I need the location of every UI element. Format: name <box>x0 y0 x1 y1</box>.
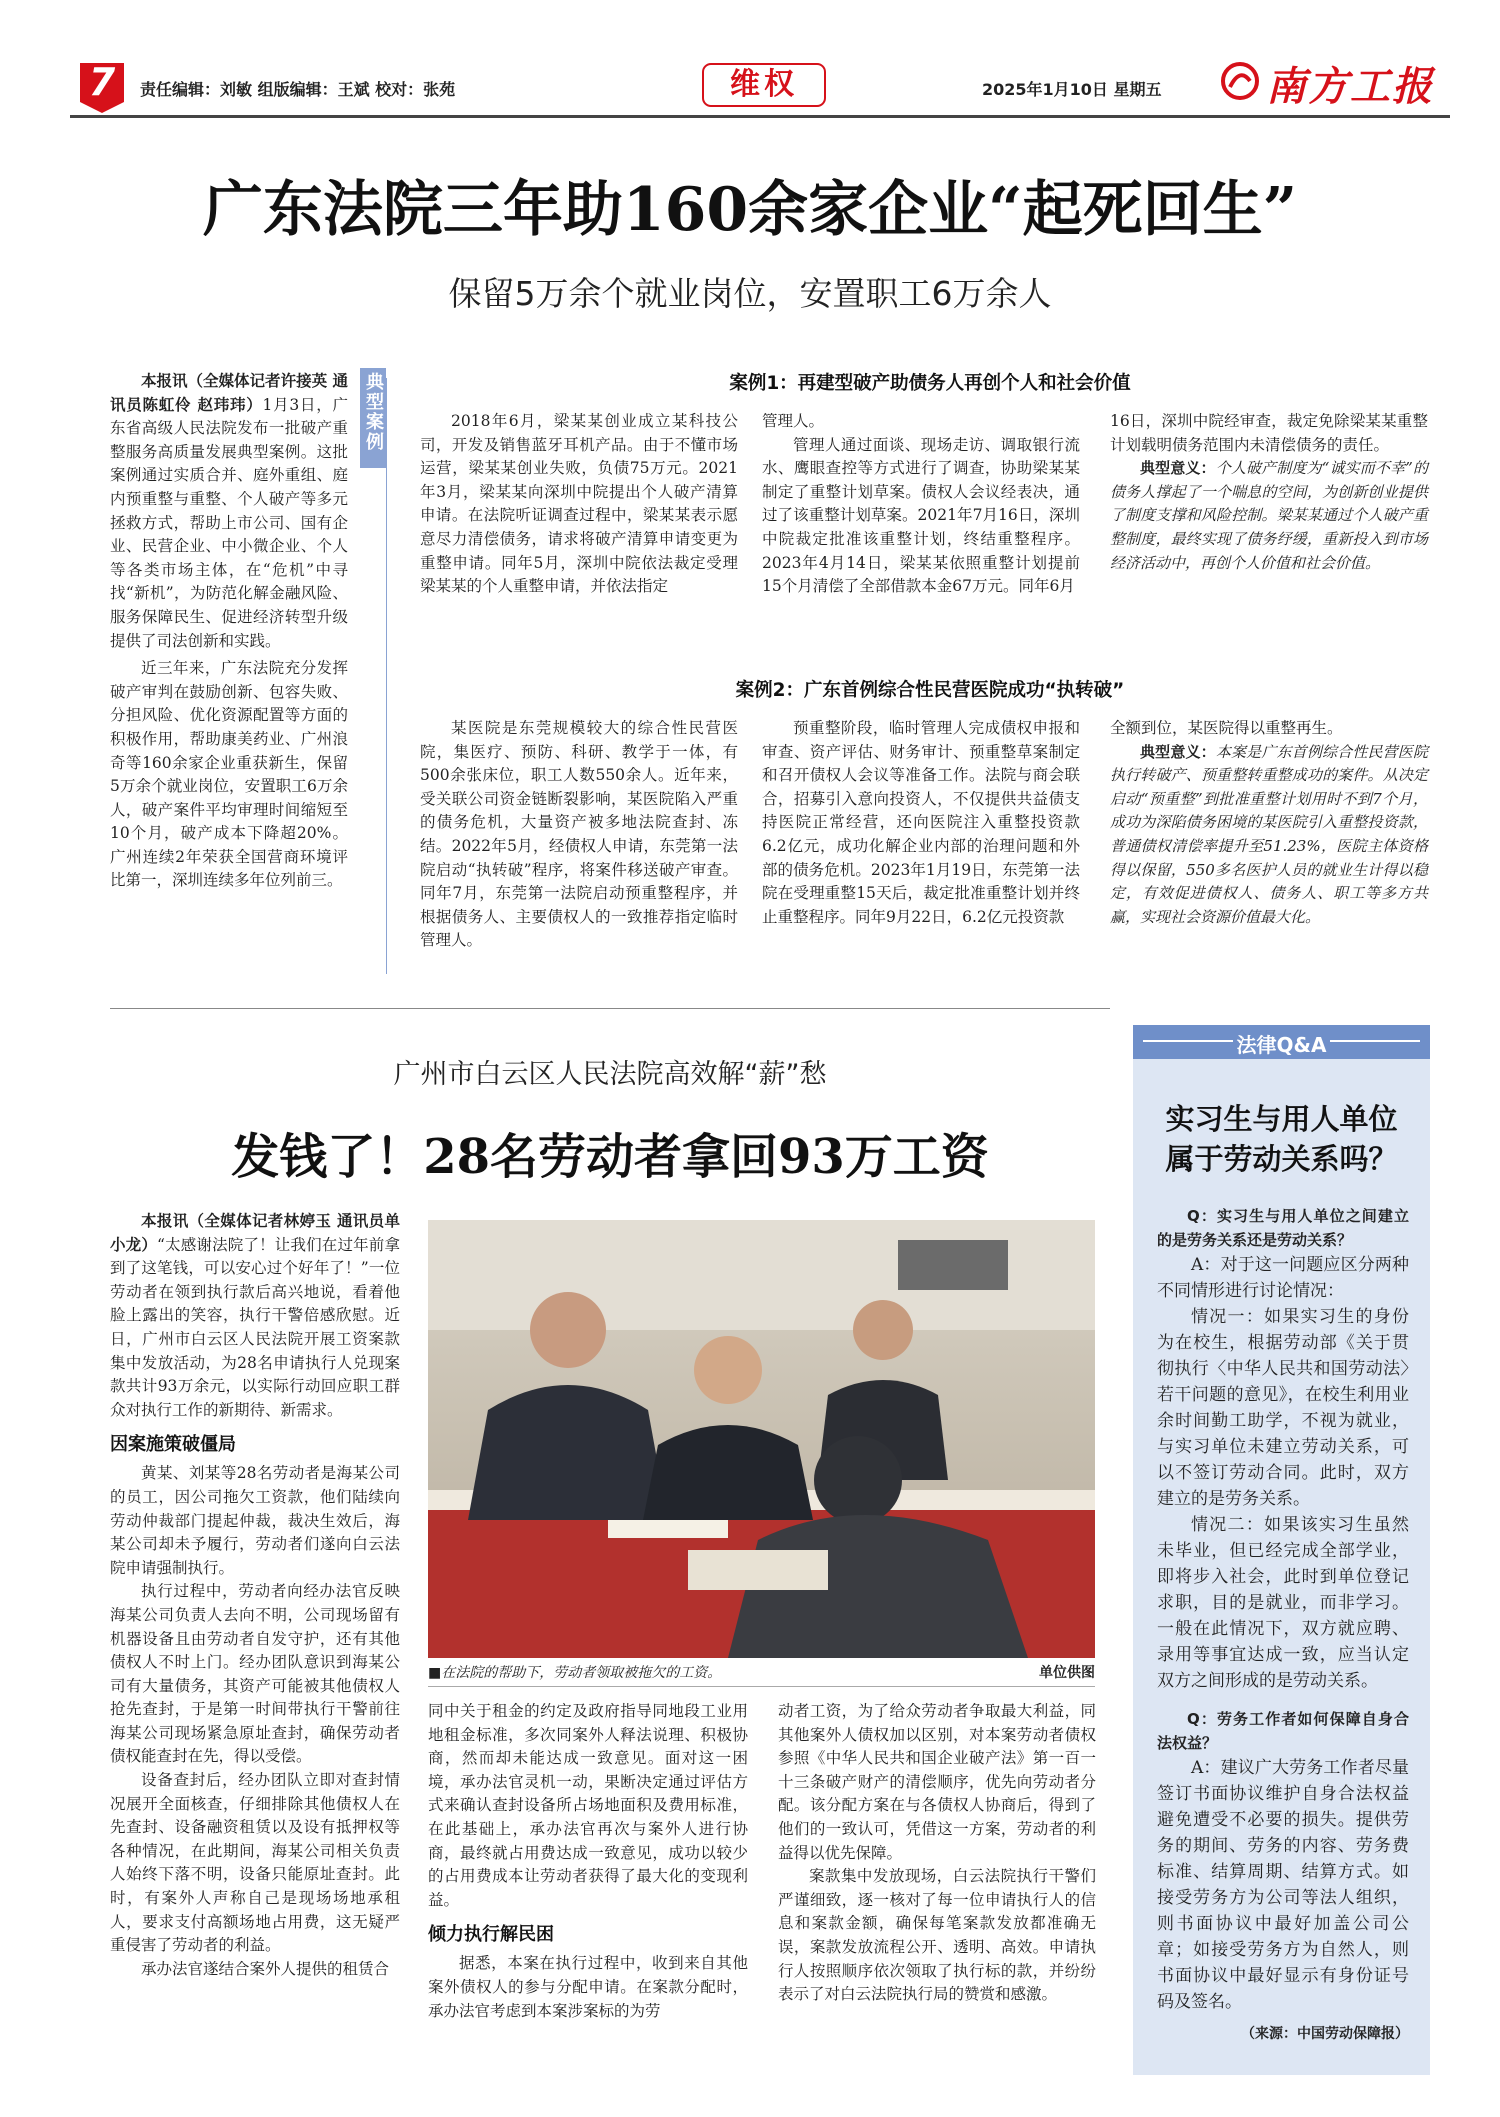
case1-col1 <box>420 410 738 599</box>
top-lead: 1月3日，广东省高级人民法院发布一批破产重整服务高质量发展典型案例。这批案例通过实质合并、庭外重组、庭内预重整与重整、个人破产等多元拯救方式，帮助上市公司、国有企业、民营企业、中小微企业、个人等各类市场主体，在“危机”中寻找“新机”，为防范化解金融风险、服务保障民生、促进经济转型升级提供了司法创新和实践。 <box>110 395 348 650</box>
case1-col2-b: 管理人通过面谈、现场走访、调取银行流水、鹰眼查控等方式进行了调查，协助梁某某制定了重整计划草案。债权人会议经表决，通过了该重整计划草案。2021年7月16日，深圳中院裁定批准该重整计划，终结重整程序。2023年4月14日，梁某某依照重整计划提前15个月清偿了全部借款本金67万元。同年6月 <box>762 435 1080 596</box>
case2-col2-text: 预重整阶段，临时管理人完成债权申报和审查、资产评估、财务审计、预重整草案制定和召开债权人会议等准备工作。法院与商会联合，招募引入意向投资人，不仅提供共益债支持医院正常经营，还向医院注入重整投资款6.2亿元，成功化解企业内部的治理问题和外部的债务危机。2023年1月19日，东莞第一法院在受理重整15天后，裁定批准重整计划并终止重整程序。同年9月22日，6.2亿元投资款 <box>762 719 1080 926</box>
photo-caption: ■在法院的帮助下，劳动者领取被拖欠的工资。 <box>428 1665 722 1681</box>
second-col3-p2: 案款集中发放现场，白云法院执行干警们严谨细致，逐一核对了每一位申请执行人的信息和案款金额，确保每笔案款发放都准确无误，案款发放流程公开、透明、高效。申请执行人按照顺序依次领取了执行标的款，并纷纷表示了对白云法院执行局的赞赏和感激。 <box>778 1867 1096 2004</box>
second-byline: 本报讯（全媒体记者林婷玉 通讯员单小龙） <box>110 1212 400 1254</box>
top-story-intro <box>110 370 348 893</box>
photo-scene-icon <box>428 1220 1095 1658</box>
case1-col1-text: 2018年6月，梁某某创业成立某科技公司，开发及销售蓝牙耳机产品。由于不懂市场运营，梁某某创业失败，负债75万元。2021年3月，梁某某向深圳中院提出个人破产清算申请。在法院听证调查过程中，梁某某表示愿意尽力清偿债务，请求将破产清算申请变更为重整申请。同年5月，深圳中院依法裁定受理梁某某的个人重整申请，并依法指定 <box>420 412 738 596</box>
second-sub2: 倾力执行解民困 <box>428 1924 554 1946</box>
qa-a2: A：建议广大劳务工作者尽量签订书面协议维护自身合法权益避免遭受不必要的损失。提供劳务的期间、劳务的内容、劳务费标准、结算周期、结算方式。如接受劳务方为公司等法人组织，则书面协议中最好加盖公司公章；如接受劳务方为自然人，则书面协议中最好显示有身份证号码及签名。 <box>1157 1758 1409 2013</box>
column-divider <box>386 378 387 974</box>
second-col3 <box>778 1700 1096 2007</box>
case2-sig-text: 本案是广东首例综合性民营医院执行转破产、预重整转重整成功的案件。从决定启动“预重整”到批准重整计划用时不到7个月，成功为深陷债务困境的某医院引入重整投资款，普通债权清偿率提升至51.23%，医院主体资格得以保留，550多名医护人员的就业生计得以稳定，有效促进债权人、债务人、职工等多方共赢，实现社会资源价值最大化。 <box>1110 742 1428 926</box>
qa-banner <box>1133 1025 1430 1059</box>
second-p1: 黄某、刘某等28名劳动者是海某公司的员工，因公司拖欠工资款，他们陆续向劳动仲裁部门提起仲裁，裁决生效后，海某公司却未予履行，劳动者们遂向白云法院申请强制执行。 <box>110 1464 400 1577</box>
qa-a1-case1: 情况一：如果实习生的身份为在校生，根据劳动部《关于贯彻执行〈中华人民共和国劳动法〉若干问题的意见》，在校生利用业余时间勤工助学，不视为就业，与实习单位未建立劳动关系，可以不签订劳动合同。此时，双方建立的是劳务关系。 <box>1157 1307 1409 1510</box>
case1-title: 案例1：再建型破产助债务人再创个人和社会价值 <box>729 373 1131 394</box>
photo-caption-bar <box>428 1660 1095 1687</box>
page-header <box>70 55 1450 115</box>
case1-col2 <box>762 410 1080 599</box>
second-col2-p2: 据悉，本案在执行过程中，收到来自其他案外债权人的参与分配申请。在案款分配时，承办法官考虑到本案涉案标的为劳 <box>428 1954 748 2020</box>
qa-q1: Q：实习生与用人单位之间建立的是劳务关系还是劳动关系？ <box>1157 1207 1409 1249</box>
case2-col1 <box>420 717 738 953</box>
second-lead: “太感谢法院了！让我们在过年前拿到了这笔钱，可以安心过个好年了！”一位劳动者在领到执行款后高兴地说，看着他脸上露出的笑容，执行干警倍感欣慰。近日，广州市白云区人民法院开展工资案款集中发放活动，为28名申请执行人兑现案款共计93万余元，以实际行动回应职工群众对执行工作的新期待、新需求。 <box>110 1235 400 1419</box>
case2-col3-a: 全额到位，某医院得以重整再生。 <box>1110 719 1343 737</box>
news-photo <box>428 1220 1095 1658</box>
second-col2-p1: 同中关于租金的约定及政府指导同地段工业用地租金标准，多次同案外人释法说理、积极协商，然而却未能达成一致意见。面对这一困境，承办法官灵机一动，果断决定通过评估方式来确认查封设备所占场地面积及费用标准，在此基础上，承办法官再次与案外人进行协商，最终就占用费达成一致意见，成功以较少的占用费成本让劳动者获得了最大化的变现利益。 <box>428 1702 748 1909</box>
qa-a1-case2: 情况二：如果该实习生虽然未毕业，但已经完成全部学业，即将步入社会，此时到单位登记求职，目的是就业，而非学习。一般在此情况下，双方就应聘、录用等事宜达成一致，应当认定双方之间形成的是劳动关系。 <box>1157 1515 1409 1692</box>
editor-credits: 责任编辑：刘敏 组版编辑：王斌 校对：张苑 <box>140 80 456 99</box>
qa-banner-text: 法律Q&A <box>1236 1033 1327 1057</box>
second-col2 <box>428 1700 748 2023</box>
second-p4: 承办法官遂结合案外人提供的租赁合 <box>141 1959 390 1978</box>
second-sub1: 因案施策破僵局 <box>110 1434 236 1456</box>
second-kicker: 广州市白云区人民法院高效解“薪”愁 <box>393 1059 827 1090</box>
top-para2: 近三年来，广东法院充分发挥破产审判在鼓励创新、包容失败、分担风险、优化资源配置等方面的积极作用，帮助康美药业、广州浪奇等160余家企业重获新生，保留5万余个就业岗位，安置职工6万余人，破产案件平均审理时间缩短至10个月，破产成本下降超20%。广州连续2年荣获全国营商环境评比第一，深圳连续多年位列前三。 <box>110 659 348 890</box>
case2-sig-label: 典型意义： <box>1140 742 1216 761</box>
paper-name: 南方工报 <box>1266 63 1434 110</box>
top-byline: 本报讯（全媒体记者许接英 通讯员陈虹伶 赵玮玮） <box>110 372 348 414</box>
case2-col3 <box>1110 717 1428 929</box>
case2-col1-text: 某医院是东莞规模较大的综合性民营医院，集医疗、预防、科研、教学于一体，有500余张床位，职工人数550余人。近年来，受关联公司资金链断裂影响，某医院陷入严重的债务危机，大量资产被多地法院查封、冻结。2022年5月，经债权人申请，东莞第一法院启动“执转破”程序，将案件移送破产审查。同年7月，东莞第一法院启动预重整程序，并根据债务人、主要债权人的一致推荐指定临时管理人。 <box>420 719 738 950</box>
qa-title-line1: 实习生与用人单位 <box>1165 1102 1398 1136</box>
case1-col3 <box>1110 410 1428 575</box>
second-headline: 发钱了！28名劳动者拿回93万工资 <box>231 1129 989 1185</box>
section-label: 维权 <box>702 63 826 107</box>
case-tag-text: 典型案例 <box>363 372 384 452</box>
qa-source: （来源：中国劳动保障报） <box>1241 2026 1409 2043</box>
second-p2: 执行过程中，劳动者向经办法官反映海某公司负责人去向不明，公司现场留有机器设备且由劳动者自发守护，还有其他债权人不时上门。经办团队意识到海某公司有大量债务，其资产可能被其他债权人抢先查封，于是第一时间带执行干警前往海某公司现场紧急原址查封，确保劳动者债权能查封在先，得以受偿。 <box>110 1582 400 1766</box>
qa-sidebar <box>1133 1025 1430 2075</box>
top-headline: 广东法院三年助160余家企业“起死回生” <box>202 175 1298 245</box>
case1-col3-a: 16日，深圳中院经审查，裁定免除梁某某重整计划载明债务范围内未清偿债务的责任。 <box>1110 412 1428 454</box>
qa-a1: A：对于这一问题应区分两种不同情形进行讨论情况： <box>1157 1255 1409 1302</box>
header-rule <box>70 115 1450 118</box>
case2-title: 案例2：广东首例综合性民营医院成功“执转破” <box>735 680 1125 701</box>
qa-q2: Q：劳务工作者如何保障自身合法权益？ <box>1157 1710 1409 1752</box>
case1-sig-text: 个人破产制度为“诚实而不幸”的债务人撑起了一个喘息的空间，为创新创业提供了制度支撑和风险控制。梁某某通过个人破产重整制度，最终实现了债务纾缓，重新投入到市场经济活动中，再创个人价值和社会价值。 <box>1110 459 1428 572</box>
second-col3-p1: 动者工资，为了给众劳动者争取最大利益，同其他案外人债权加以区别，对本案劳动者债权参照《中华人民共和国企业破产法》第一百一十三条破产财产的清偿顺序，优先向劳动者分配。该分配方案在与各债权人协商后，得到了他们的一致认可，凭借这一方案，劳动者的利益得以优先保障。 <box>778 1702 1096 1862</box>
photo-credit: 单位供图 <box>1039 1665 1095 1681</box>
case1-col2-a: 管理人。 <box>762 412 825 430</box>
case-tag <box>360 368 386 468</box>
issue-date: 2025年1月10日 星期五 <box>982 80 1162 99</box>
page-number: 7 <box>88 60 116 104</box>
section-rule <box>110 1008 1110 1009</box>
qa-title-line2: 属于劳动关系吗？ <box>1165 1142 1398 1176</box>
paper-logo-icon <box>1220 61 1260 101</box>
case2-col2 <box>762 717 1080 929</box>
case1-sig-label: 典型意义： <box>1140 459 1216 478</box>
qa-body <box>1157 1205 1409 2043</box>
second-col1 <box>110 1210 400 1981</box>
second-p3: 设备查封后，经办团队立即对查封情况展开全面核查，仔细排除其他债权人在先查封、设备融资租赁以及设有抵押权等各种情况，在此期间，海某公司相关负责人始终下落不明，设备只能原址查封。此时，有案外人声称自己是现场场地承租人，要求支付高额场地占用费，这无疑严重侵害了劳动者的利益。 <box>110 1771 400 1955</box>
top-subheadline: 保留5万余个就业岗位，安置职工6万余人 <box>448 274 1052 313</box>
